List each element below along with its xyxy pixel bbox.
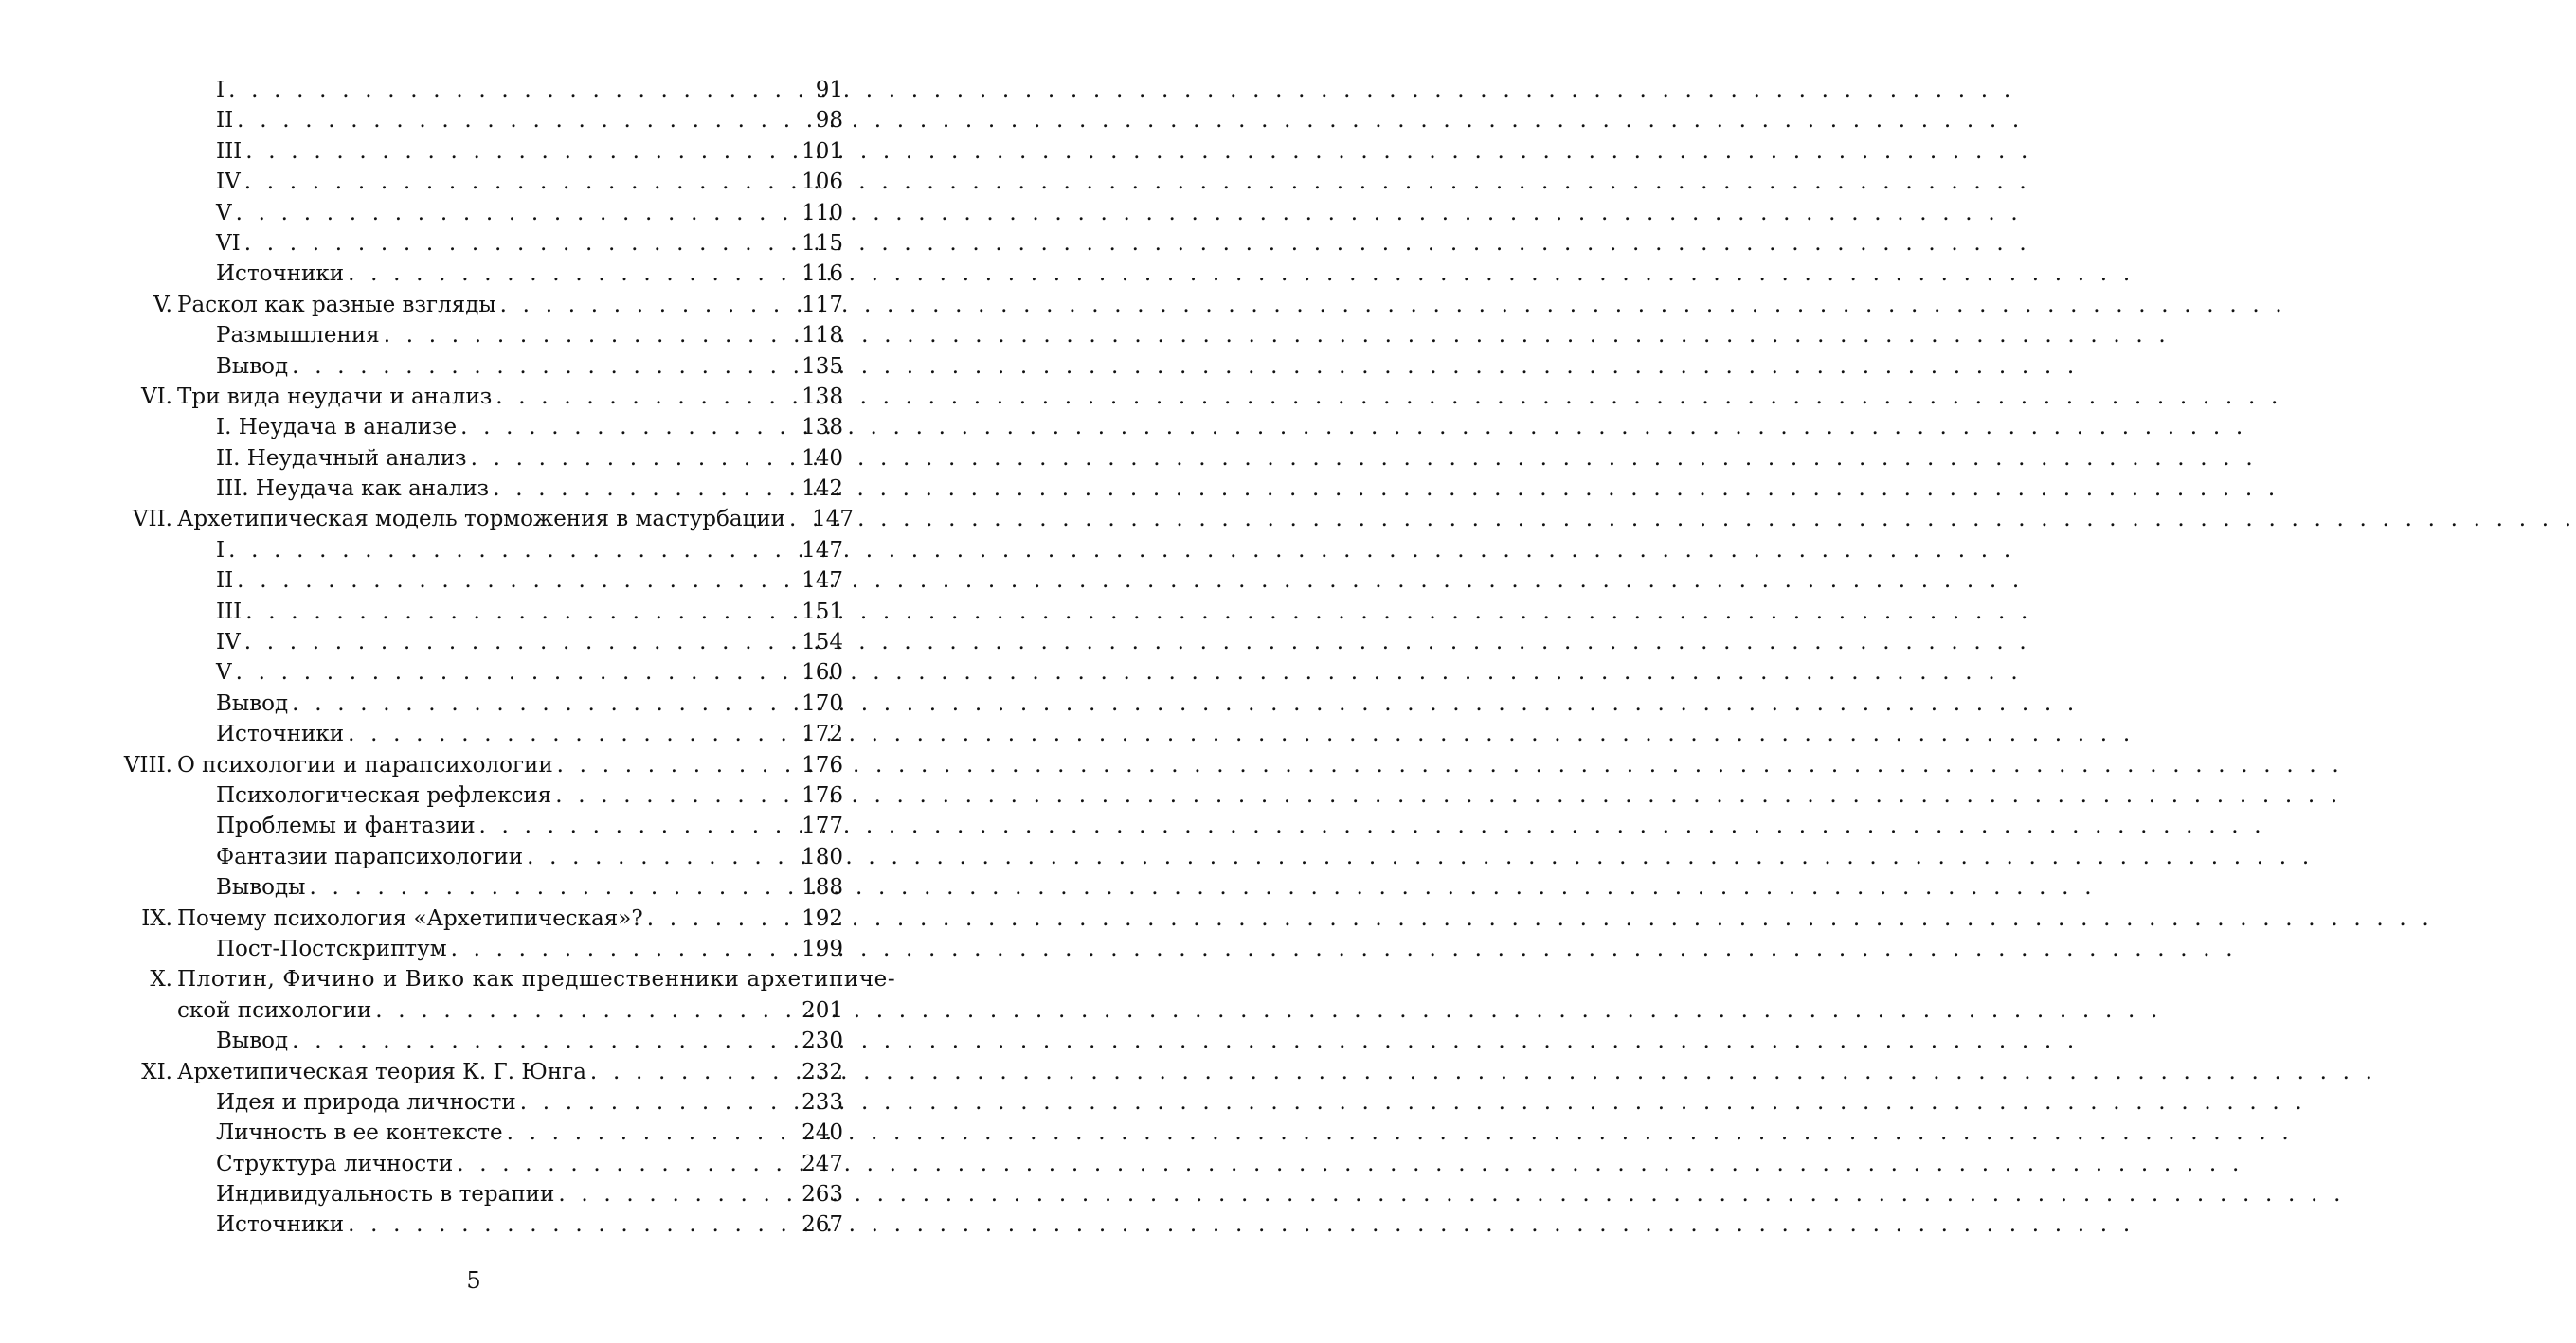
toc-entry-number: VIII. (123, 752, 172, 778)
toc-entry (0, 934, 947, 964)
toc-entry-title: Раскол как разные взгляды (177, 292, 496, 317)
toc-entry-line (216, 1087, 843, 1118)
toc-entry-line (216, 1179, 843, 1209)
toc-entry-title: Идея и природа личности (216, 1089, 516, 1115)
toc-entry-line (177, 995, 843, 1026)
toc-entry-page: 176 (802, 782, 843, 808)
toc-entry-number: V. (153, 292, 172, 317)
toc-entry-page: 147 (802, 537, 843, 563)
toc-entry-title: Вывод (216, 690, 289, 716)
page-number: 5 (466, 1267, 481, 1294)
toc-entry (0, 811, 947, 841)
toc-entry-page: 147 (812, 507, 855, 532)
toc-entry-line (216, 443, 843, 474)
toc-entry (0, 412, 947, 442)
toc-entry-title: Размышления (216, 323, 380, 349)
dot-leader (453, 1149, 802, 1179)
toc-entry-title: V (216, 200, 232, 225)
dot-leader (233, 105, 802, 135)
dot-leader (551, 780, 802, 811)
toc-entry (0, 719, 947, 749)
toc-entry-line (177, 290, 843, 320)
toc-entry-line (177, 504, 855, 534)
toc-entry-line (216, 1209, 843, 1240)
toc-entry (0, 105, 947, 135)
toc-entry-title: Вывод (216, 1029, 289, 1054)
dot-leader (785, 504, 812, 534)
toc-entry-line (216, 1026, 843, 1056)
toc-entry-title: Фантазии парапсихологии (216, 844, 524, 869)
toc-entry-number: VII. (132, 507, 172, 532)
toc-entry-page: 135 (802, 353, 843, 379)
toc-entry-line (216, 719, 843, 749)
dot-leader (476, 811, 802, 841)
toc-entry-title: Личность в ее контексте (216, 1120, 503, 1146)
toc-entry-title: II. Неудачный анализ (216, 445, 467, 471)
toc-entry-page: 247 (802, 1151, 843, 1176)
toc-entry-line (216, 75, 843, 105)
dot-leader (489, 474, 802, 504)
dot-leader (241, 228, 802, 259)
toc-entry-title: Источники (216, 1212, 345, 1238)
toc-entry-page: 192 (802, 905, 843, 931)
dot-leader (288, 689, 802, 719)
toc-entry (0, 1209, 947, 1240)
toc-entry-number: IX. (141, 905, 172, 931)
dot-leader (305, 872, 802, 903)
toc-entry-line (216, 1118, 843, 1148)
toc-entry-page: 267 (802, 1212, 843, 1238)
toc-entry-title: IV (216, 630, 241, 655)
toc-entry-line (216, 627, 843, 657)
toc-entry (0, 565, 947, 596)
toc-entry (0, 228, 947, 259)
dot-leader (467, 443, 802, 474)
toc-entry-page: 91 (815, 78, 843, 102)
toc-entry (0, 689, 947, 719)
toc-entry (0, 167, 947, 197)
toc-entry-title: IV (216, 170, 241, 195)
dot-leader (516, 1087, 802, 1118)
toc-entry-line (177, 382, 843, 412)
toc-entry-title: Индивидуальность в терапии (216, 1182, 555, 1208)
toc-entry (0, 995, 947, 1026)
toc-entry-page: 98 (815, 108, 843, 134)
toc-entry-page: 188 (802, 875, 843, 901)
toc-entry-page: 177 (802, 814, 843, 839)
toc-entry-title: I. Неудача в анализе (216, 415, 458, 440)
toc-entry (0, 443, 947, 474)
toc-entry (0, 75, 947, 105)
toc-entry-page: 101 (802, 138, 843, 164)
toc-entry-page: 117 (802, 292, 843, 317)
toc-entry (0, 198, 947, 228)
toc-entry (0, 1087, 947, 1118)
toc-entry-title: II (216, 568, 234, 594)
dot-leader (523, 842, 802, 872)
toc-entry-title: Проблемы и фантазии (216, 814, 476, 839)
dot-leader (232, 657, 802, 688)
toc-entry-page: 138 (802, 384, 843, 409)
dot-leader (241, 627, 802, 657)
dot-leader (344, 719, 802, 749)
dot-leader (371, 995, 802, 1026)
dot-leader (492, 382, 802, 412)
toc-entry-line (216, 198, 843, 228)
toc-entry-title: Выводы (216, 875, 306, 901)
toc-entry (0, 259, 947, 289)
toc-entry (0, 750, 947, 780)
toc-entry-title: Психологическая рефлексия (216, 782, 552, 808)
toc-entry-line (216, 412, 843, 442)
toc-entry-title: II (216, 108, 234, 134)
toc-entry (0, 872, 947, 903)
toc-entry-page: 151 (802, 599, 843, 624)
toc-entry (0, 382, 947, 412)
toc-entry-page: 154 (802, 630, 843, 655)
toc-entry (0, 1149, 947, 1179)
toc-entry-page: 170 (802, 690, 843, 716)
toc-entry-line (177, 750, 843, 780)
toc-entry-line (216, 136, 843, 167)
toc-entry (0, 1179, 947, 1209)
toc-entry-page: 140 (802, 445, 843, 471)
toc-entry-line (216, 934, 843, 964)
toc-entry-number: XI. (141, 1059, 172, 1084)
toc-entry-line (177, 964, 896, 994)
dot-leader (233, 565, 802, 596)
toc-entry (0, 1057, 947, 1087)
toc-entry-page: 138 (802, 415, 843, 440)
toc-entry (0, 597, 947, 627)
dot-leader (447, 934, 802, 964)
toc-entry-page: 142 (802, 476, 843, 502)
toc-entry-page: 201 (802, 997, 843, 1023)
toc-entry-title: Вывод (216, 353, 289, 379)
toc-entry-line (216, 228, 843, 259)
toc-entry-line (177, 904, 843, 934)
toc-entry-page: 180 (802, 844, 843, 869)
toc-entry-title: V (216, 660, 232, 686)
toc-entry-page: 106 (802, 170, 843, 195)
toc-entry-line (216, 780, 843, 811)
toc-entry-line (216, 842, 843, 872)
toc-entry-title: Источники (216, 261, 345, 287)
toc-entry (0, 535, 947, 565)
toc-entry-number: VI. (140, 384, 172, 409)
toc-entry-title: Почему психология «Архетипическая»? (177, 905, 643, 931)
toc-entry-title: ской психологии (177, 997, 372, 1023)
toc-entry-page: 232 (802, 1059, 843, 1084)
dot-leader (503, 1118, 802, 1148)
toc-entry-line (216, 597, 843, 627)
toc-entry-page: 240 (802, 1120, 843, 1146)
toc-entry (0, 136, 947, 167)
dot-leader (288, 1026, 802, 1056)
dot-leader (232, 198, 802, 228)
toc-entry (0, 290, 947, 320)
toc-entry-page: 118 (802, 323, 843, 349)
toc-entry-line (216, 351, 843, 382)
toc-entry (0, 842, 947, 872)
toc-entry-page: 160 (802, 660, 843, 686)
toc-entry-page: 115 (802, 230, 843, 256)
dot-leader (344, 259, 802, 289)
toc-entry-title: Три вида неудачи и анализ (177, 384, 493, 409)
toc-entry (0, 780, 947, 811)
toc-entry-title: III. Неудача как анализ (216, 476, 490, 502)
toc-entry-page: 199 (802, 936, 843, 961)
dot-leader (553, 750, 802, 780)
toc-entry (0, 351, 947, 382)
dot-leader (554, 1179, 802, 1209)
toc-entry (0, 964, 947, 994)
dot-leader (225, 535, 802, 565)
dot-leader (225, 75, 802, 105)
toc-entry-line (216, 320, 843, 350)
toc-entry (0, 504, 947, 534)
toc-entry-line (216, 689, 843, 719)
toc-entry-title: Плотин, Фичино и Вико как предшественники архетипиче- (177, 967, 896, 993)
toc-entry-page: 172 (802, 722, 843, 747)
toc-entry-page: 263 (802, 1182, 843, 1208)
toc-entry-title: Структура личности (216, 1151, 454, 1176)
toc-entry-title: III (216, 138, 243, 164)
toc-entry-line (216, 872, 843, 903)
toc-entry-title: Архетипическая теория К. Г. Юнга (177, 1059, 586, 1084)
dot-leader (457, 412, 802, 442)
toc-entry-line (216, 474, 843, 504)
table-of-contents (0, 75, 947, 1241)
toc-entry-page: 230 (802, 1029, 843, 1054)
toc-entry (0, 627, 947, 657)
toc-entry-line (216, 535, 843, 565)
toc-entry-title: О психологии и парапсихологии (177, 752, 553, 778)
dot-leader (344, 1209, 802, 1240)
dot-leader (643, 904, 802, 934)
toc-entry-title: Архетипическая модель торможения в мастурбации (177, 507, 786, 532)
toc-entry-title: Пост-Постскриптум (216, 936, 447, 961)
toc-entry (0, 657, 947, 688)
toc-entry-line (216, 1149, 843, 1179)
toc-entry-title: III (216, 599, 243, 624)
toc-entry-page: 176 (802, 752, 843, 778)
dot-leader (241, 167, 802, 197)
toc-entry-number: X. (150, 967, 172, 993)
toc-entry-title: Источники (216, 722, 345, 747)
toc-entry-line (216, 657, 843, 688)
toc-entry-line (177, 1057, 843, 1087)
toc-entry (0, 320, 947, 350)
toc-entry (0, 1026, 947, 1056)
toc-entry-line (216, 105, 843, 135)
toc-entry (0, 474, 947, 504)
toc-entry-page: 110 (802, 200, 843, 225)
dot-leader (288, 351, 802, 382)
dot-leader (586, 1057, 802, 1087)
toc-entry-line (216, 167, 843, 197)
toc-entry (0, 904, 947, 934)
toc-entry-title: VI (216, 230, 241, 256)
dot-leader (242, 136, 802, 167)
toc-entry-title: I (216, 537, 225, 563)
dot-leader (380, 320, 802, 350)
toc-entry-line (216, 565, 843, 596)
toc-entry-page: 116 (802, 261, 843, 287)
toc-entry (0, 1118, 947, 1148)
toc-entry-line (216, 259, 843, 289)
toc-entry-line (216, 811, 843, 841)
dot-leader (242, 597, 802, 627)
toc-entry-title: I (216, 78, 225, 102)
toc-entry-page: 233 (802, 1089, 843, 1115)
toc-entry-page: 147 (802, 568, 843, 594)
dot-leader (496, 290, 802, 320)
